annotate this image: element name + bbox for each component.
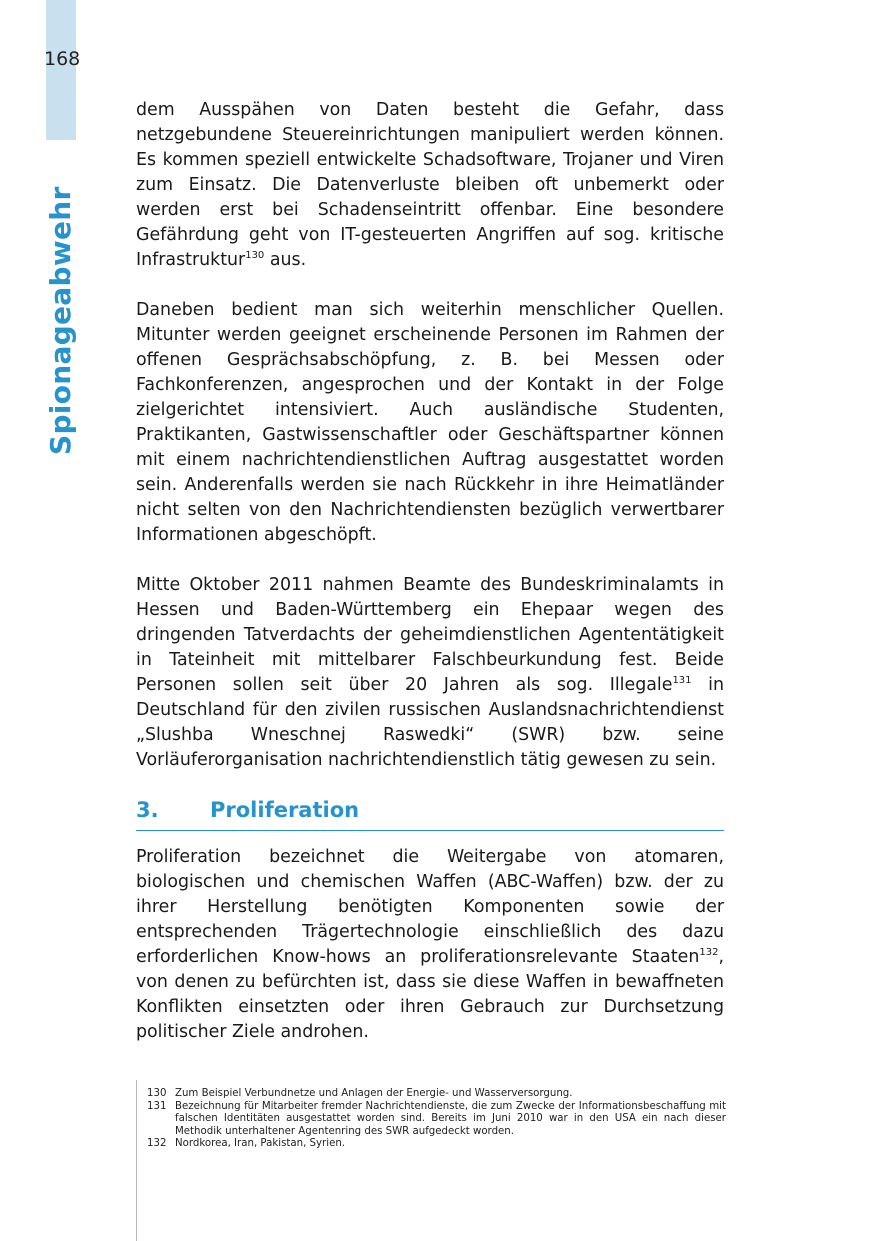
- heading-title: Proliferation: [210, 798, 360, 822]
- heading-number: 3.: [136, 798, 159, 822]
- footnote-number: 132: [147, 1138, 167, 1149]
- paragraph-text: in Deutschland für den zivilen russischen Auslandsnachrichtendienst „Slushba Wneschnej Raswedki“ (SWR) bzw. seine Vorläuferorganisation nachrichtendienstlich tätig gewesen zu sein.: [136, 675, 724, 770]
- paragraph: [136, 98, 724, 273]
- footnote: [147, 1138, 726, 1151]
- paragraph-text: aus.: [264, 250, 307, 270]
- page-number: 168: [44, 48, 81, 70]
- footnote-reference[interactable]: 130: [245, 250, 265, 262]
- footnotes: [136, 1080, 726, 1241]
- paragraph: [136, 845, 724, 1045]
- main-content: [136, 98, 724, 1070]
- footnote: [147, 1101, 726, 1139]
- section-heading: [136, 798, 724, 831]
- footnote-reference[interactable]: 132: [699, 947, 719, 959]
- footnote-number: 131: [147, 1100, 167, 1112]
- paragraph-text: dem Ausspähen von Daten besteht die Gefahr, dass netzgebundene Steuereinrichtungen manipuliert werden können. Es kommen speziell entwickelte Schadsoftware, Trojaner und Viren zum Einsatz. Die Datenverluste bleiben oft unbemerkt oder werden erst bei Schadenseintritt offenbar. Eine besondere Gefährdung geht von IT-gesteuerten Angriffen auf sog. kritische Infrastruktur: [136, 100, 724, 270]
- footnote-reference[interactable]: 131: [672, 675, 692, 687]
- paragraph-text: Proliferation bezeichnet die Weitergabe von atomaren, biologischen und chemischen Waffen (ABC-Waffen) bzw. der zu ihrer Herstellung benötigten Komponenten sowie der entsprechenden Trägertechnologie einschließlich des dazu erforderlichen Know-hows an proliferationsrelevante Staaten: [136, 847, 724, 967]
- paragraph-text: , von denen zu befürchten ist, dass sie diese Waffen in bewaffneten Konflikten einsetzten oder ihren Gebrauch zur Durchsetzung politischer Ziele androhen.: [136, 947, 724, 1042]
- footnote: [147, 1088, 726, 1101]
- footnote-text: Zum Beispiel Verbundnetze und Anlagen der Energie- und Wasserversorgung.: [175, 1088, 573, 1099]
- footnote-text: Bezeichnung für Mitarbeiter fremder Nachrichtendienste, die zum Zwecke der Informationsbeschaffung mit falschen Identitäten ausgestattet worden sind. Bereits im Juni 2010 war in den USA ein nach dieser Methodik unterhaltener Agentenring des SWR aufgedeckt worden.: [175, 1100, 726, 1137]
- paragraph: Daneben bedient man sich weiterhin menschlicher Quellen. Mitunter werden geeignet erscheinende Personen im Rahmen der offenen Gesprächsabschöpfung, z. B. bei Messen oder Fachkonferenzen, angesprochen und der Kontakt in der Folge zielgerichtet intensiviert. Auch ausländische Studenten, Praktikanten, Gastwissenschaftler oder Geschäftspartner können mit einem nachrichtendienstlichen Auftrag ausgestattet worden sein. Anderenfalls werden sie nach Rückkehr in ihre Heimatländer nicht selten von den Nachrichtendiensten bezüglich verwertbarer Informationen abgeschöpft.: [136, 300, 724, 545]
- footnote-text: Nordkorea, Iran, Pakistan, Syrien.: [175, 1138, 346, 1149]
- paragraph: [136, 573, 724, 773]
- footnote-number: 130: [147, 1088, 167, 1099]
- paragraph-text: Mitte Oktober 2011 nahmen Beamte des Bundeskriminalamts in Hessen und Baden-Württemberg ein Ehepaar wegen des dringenden Tatverdachts der geheimdienstlichen Agententätigkeit in Tateinheit mit mittelbarer Falschbeurkundung fest. Beide Personen sollen seit über 20 Jahren als sog. Illegale: [136, 575, 724, 695]
- side-accent-bar: [46, 0, 76, 140]
- section-title-vertical: Spionageabwehr: [44, 186, 77, 455]
